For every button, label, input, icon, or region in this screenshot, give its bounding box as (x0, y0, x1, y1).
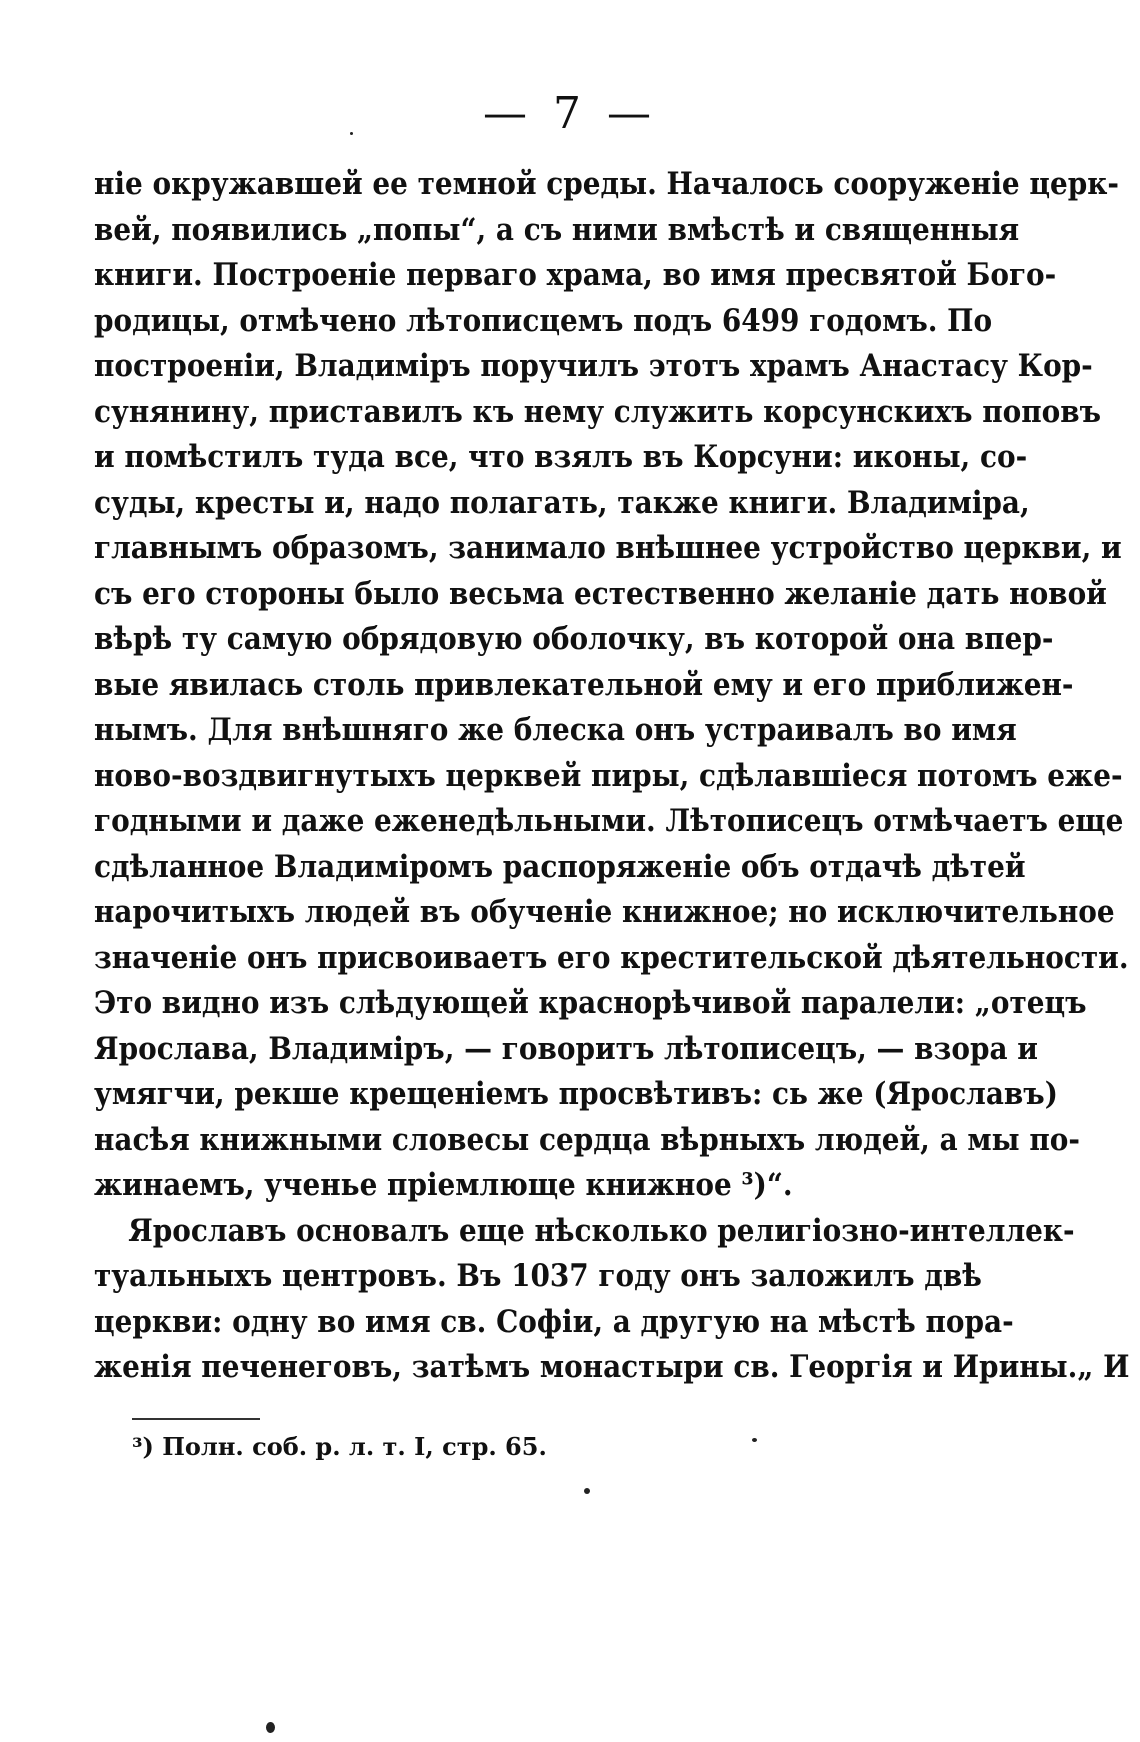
text-line: Ярославъ основалъ еще нѣсколько религіозно-интеллек- (128, 1212, 1075, 1249)
text-line: сдѣланное Владиміромъ распоряженіе объ отдачѣ дѣтей (94, 848, 1026, 885)
text-line: насѣя книжными словесы сердца вѣрныхъ людей, а мы по- (94, 1121, 1080, 1158)
page-number: — 7 — (483, 88, 657, 139)
text-line: жинаемъ, ученье пріемлюще книжное ³)“. (94, 1167, 793, 1203)
text-line: годными и даже еженедѣльными. Лѣтописецъ отмѣчаетъ еще (94, 803, 1124, 839)
text-line: книги. Построеніе перваго храма, во имя пресвятой Бого- (94, 257, 1057, 293)
text-line: женія печенеговъ, затѣмъ монастыри св. Георгія и Ирины.„ И (94, 1349, 1130, 1385)
scan-speck (584, 1488, 590, 1494)
text-line: ново-воздвигнутыхъ церквей пиры, сдѣлавшіеся потомъ еже- (94, 757, 1123, 794)
text-line: церкви: одну во имя св. Софіи, а другую на мѣстѣ пора- (94, 1303, 1014, 1340)
body-text (94, 162, 1130, 1391)
text-line: нарочитыхъ людей въ обученіе книжное; но исключительное (94, 894, 1115, 930)
text-line: суды, кресты и, надо полагать, также книги. Владиміра, (94, 484, 1030, 521)
text-line: умягчи, рекше крещеніемъ просвѣтивъ: сь же (Ярославъ) (94, 1076, 1058, 1112)
text-line: Это видно изъ слѣдующей краснорѣчивой паралели: „отецъ (94, 985, 1087, 1021)
text-line: сунянину, приставилъ къ нему служить корсунскихъ поповъ (94, 393, 1102, 430)
scan-speck (266, 1722, 275, 1733)
text-line: ніе окружавшей ее темной среды. Началось сооруженіе церк- (94, 166, 1119, 202)
text-line: вей, появились „попы“, а съ ними вмѣстѣ и священныя (94, 211, 1020, 248)
text-line: родицы, отмѣчено лѣтописцемъ подъ 6499 годомъ. По (94, 302, 993, 339)
text-line: Ярослава, Владиміръ, — говоритъ лѣтописецъ, — взора и (94, 1030, 1038, 1067)
text-line: вые явилась столь привлекательной ему и его приближен- (94, 666, 1074, 703)
text-line: съ его стороны было весьма естественно желаніе дать новой (94, 575, 1107, 612)
text-line: туальныхъ центровъ. Въ 1037 году онъ заложилъ двѣ (94, 1258, 982, 1294)
text-line: главнымъ образомъ, занимало внѣшнее устройство церкви, и (94, 530, 1122, 566)
footnote: ³) Полн. соб. р. л. т. I, стр. 65. (132, 1432, 547, 1461)
text-line: вѣрѣ ту самую обрядовую оболочку, въ которой она впер- (94, 621, 1054, 657)
text-line: и помѣстилъ туда все, что взялъ въ Корсуни: иконы, со- (94, 439, 1028, 475)
text-line: построеніи, Владиміръ поручилъ этотъ храмъ Анастасу Кор- (94, 348, 1093, 384)
scan-speck (350, 132, 353, 135)
scan-speck (752, 1438, 757, 1442)
text-line: значеніе онъ присвоиваетъ его крестительской дѣятельности. (94, 939, 1129, 976)
text-line: нымъ. Для внѣшняго же блеска онъ устраивалъ во имя (94, 712, 1017, 748)
footnote-rule (132, 1418, 260, 1420)
